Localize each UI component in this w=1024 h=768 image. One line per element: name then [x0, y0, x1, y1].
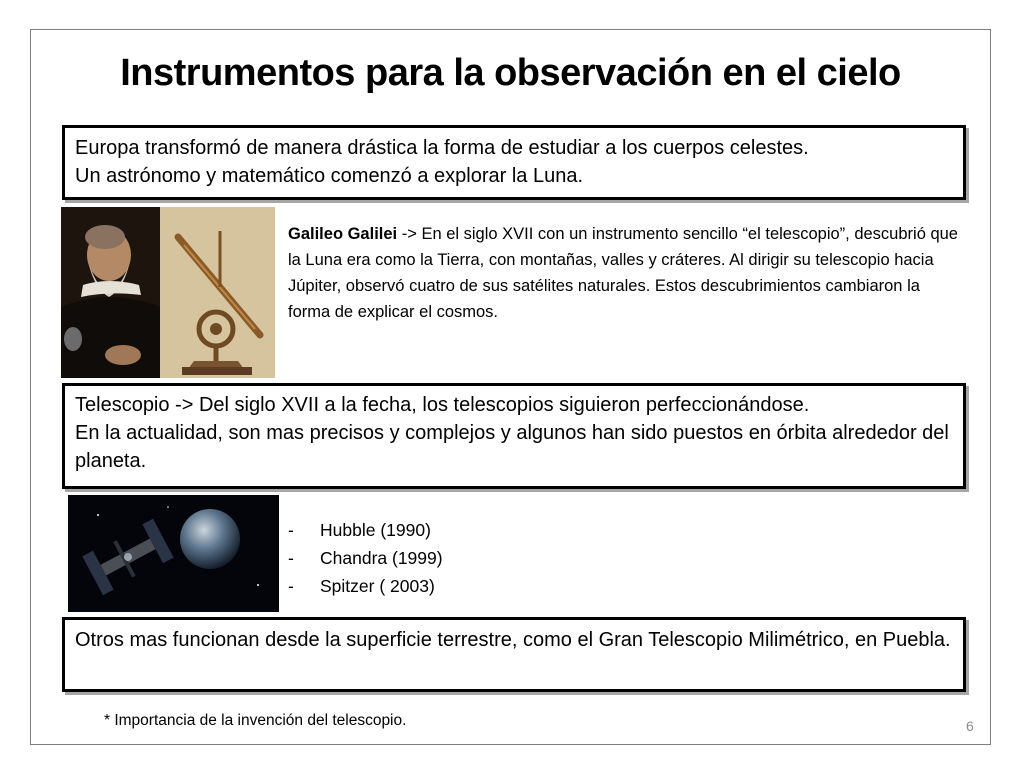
- telescope-icon: [160, 207, 275, 378]
- list-item: [288, 572, 443, 600]
- space-telescope-list: [288, 516, 443, 600]
- space-telescope-icon: [68, 495, 279, 612]
- galileo-portrait-image: [61, 207, 162, 378]
- antique-telescope-image: [160, 207, 275, 378]
- bullet-dash: -: [288, 548, 294, 568]
- galileo-name: Galileo Galilei: [288, 225, 398, 243]
- intro-text-box: [62, 125, 966, 200]
- list-item: [288, 544, 443, 572]
- galileo-description: [288, 221, 963, 325]
- list-item-spitzer: Spitzer ( 2003): [320, 576, 435, 596]
- ground-telescope-text-box: [62, 617, 966, 692]
- footnote: * Importancia de la invención del telescopio.: [104, 712, 407, 729]
- intro-line-1: Europa transformó de manera drástica la forma de estudiar a los cuerpos celestes.: [75, 137, 809, 159]
- telescope-line-2: En la actualidad, son mas precisos y complejos y algunos han sido puestos en órbita alrededor del planeta.: [75, 422, 949, 472]
- galileo-description-text: -> En el siglo XVII con un instrumento sencillo “el telescopio”, descubrió que la Luna era como la Tierra, con montañas, valles y cráteres. Al dirigir su telescopio hacia Júpiter, observó cuatro de sus satélites naturales. Estos descubrimientos cambiaron la forma de explicar el cosmos.: [288, 225, 958, 321]
- ground-telescope-text: Otros mas funcionan desde la superficie terrestre, como el Gran Telescopio Milimétrico, en Puebla.: [75, 629, 951, 651]
- bullet-dash: -: [288, 520, 294, 540]
- telescope-text-box: [62, 383, 966, 489]
- page-number: 6: [966, 718, 974, 734]
- space-telescope-image: [68, 495, 279, 612]
- list-item-chandra: Chandra (1999): [320, 548, 443, 568]
- list-item-hubble: Hubble (1990): [320, 520, 431, 540]
- slide-title: Instrumentos para la observación en el cielo: [120, 52, 901, 94]
- list-item: [288, 516, 443, 544]
- intro-line-2: Un astrónomo y matemático comenzó a explorar la Luna.: [75, 165, 584, 187]
- telescope-line-1: Telescopio -> Del siglo XVII a la fecha, los telescopios siguieron perfeccionándose.: [75, 394, 810, 416]
- galileo-portrait-icon: [61, 207, 162, 378]
- bullet-dash: -: [288, 576, 294, 596]
